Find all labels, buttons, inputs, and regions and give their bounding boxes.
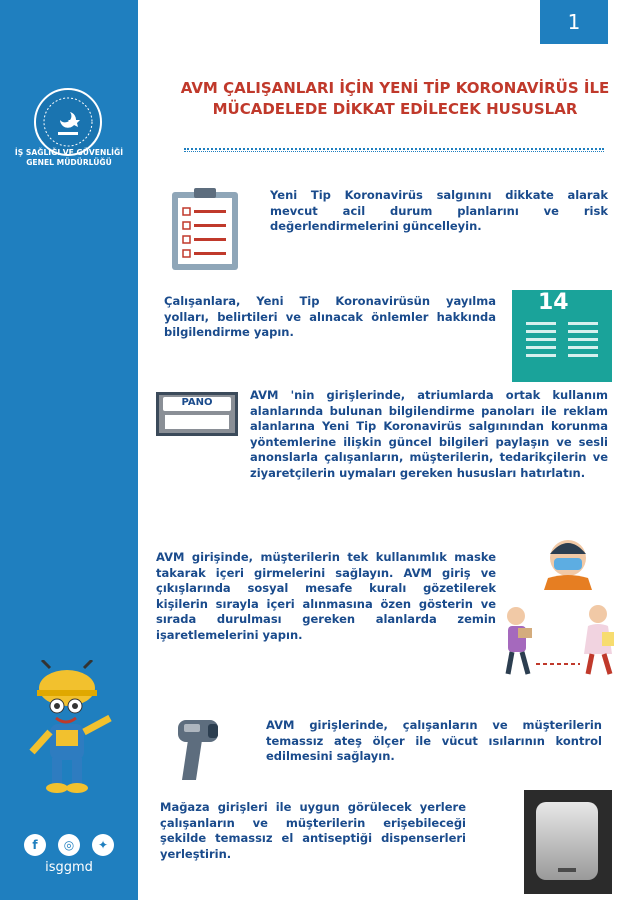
item-4-text: AVM girişinde, müşterilerin tek kullanımlık maske takarak içeri girmelerini sağlayın. AVM giriş ve çıkışlarında sosyal mesafe kuralı gözetilerek kişilerin sırayla içeri alınmasına özen gösterin ve sırada durulması gereken alanlarda zemin işaretlemelerini yapın.: [156, 550, 496, 642]
thermometer-icon: [174, 716, 222, 784]
instagram-icon[interactable]: ◎: [58, 834, 80, 856]
title-divider: [184, 148, 604, 152]
facebook-icon[interactable]: f: [24, 834, 46, 856]
pano-label: PANO: [181, 397, 213, 408]
poster-number: 14: [538, 290, 569, 315]
social-links: [24, 834, 114, 856]
sidebar: [0, 0, 138, 900]
page-number: 1: [540, 0, 608, 44]
pano-board-icon: [156, 392, 238, 436]
info-poster-icon: [512, 290, 612, 382]
item-1-text: Yeni Tip Koronavirüs salgınını dikkate alarak mevcut acil durum planlarını ve risk değerlendirmelerini güncelleyin.: [270, 188, 608, 233]
ministry-logo: [34, 88, 102, 156]
mascot-worker-illustration: [12, 660, 122, 800]
masked-people-icon: [498, 538, 628, 680]
item-5-text: AVM girişlerinde, çalışanların ve müşterilerin temassız ateş ölçer ile vücut ısılarının kontrol edilmesini sağlayın.: [266, 718, 602, 763]
dispenser-icon: [524, 790, 612, 894]
page-title: AVM ÇALIŞANLARI İÇİN YENİ TİP KORONAVİRÜS İLE MÜCADELEDE DİKKAT EDİLECEK HUSUSLAR: [180, 79, 610, 118]
item-3-text: AVM 'nin girişlerinde, atriumlarda ortak kullanım alanlarında bulunan bilgilendirme panoları ile reklam alanlarına Yeni Tip Koronavirüs salgınından korunma yöntemlerine ilişkin güncel bilgileri paylaşın ve sesli anonslarla çalışanların, müşterilerin, tedarikçilerin ve ziyaretçilerin uymaları gereken hususları hatırlatın.: [250, 388, 608, 480]
org-name: İŞ SAĞLIĞI VE GÜVENLİĞİ GENEL MÜDÜRLÜĞÜ: [14, 148, 124, 167]
social-handle: isggmd: [45, 860, 93, 875]
clipboard-checklist-icon: [170, 186, 240, 272]
item-2-text: Çalışanlara, Yeni Tip Koronavirüsün yayılma yolları, belirtileri ve alınacak önlemler hakkında bilgilendirme yapın.: [164, 294, 496, 339]
twitter-icon[interactable]: ✦: [92, 834, 114, 856]
item-6-text: Mağaza girişleri ile uygun görülecek yerlere çalışanların ve müşterilerin erişebileceği şekilde temassız el antiseptiği dispenserleri yerleştirin.: [160, 800, 466, 861]
